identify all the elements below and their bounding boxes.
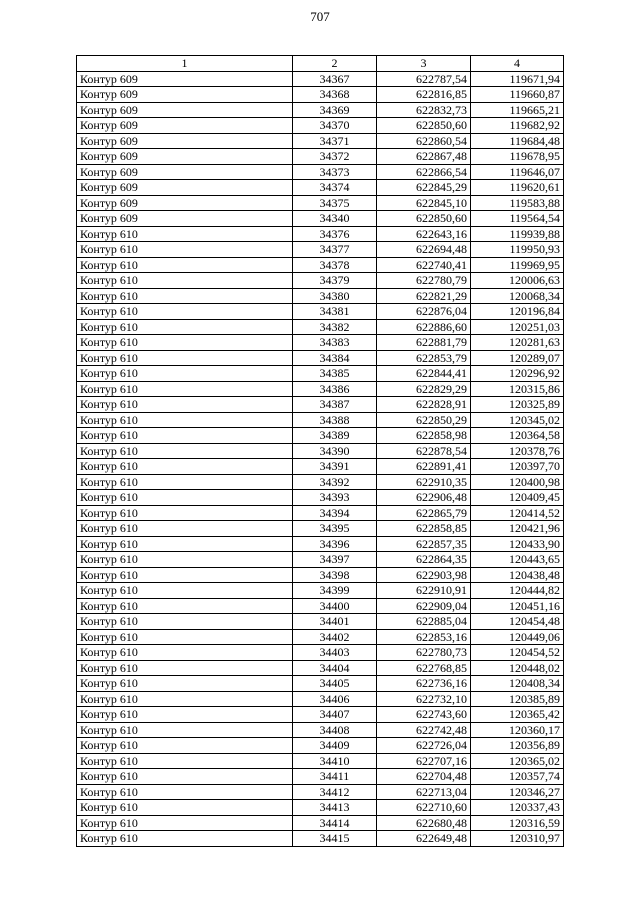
y-coordinate-cell: 119969,95 bbox=[471, 257, 564, 273]
y-coordinate-cell: 120337,43 bbox=[471, 800, 564, 816]
point-number-cell: 34402 bbox=[293, 629, 377, 645]
point-number-cell: 34370 bbox=[293, 118, 377, 134]
y-coordinate-cell: 120385,89 bbox=[471, 691, 564, 707]
y-coordinate-cell: 120449,06 bbox=[471, 629, 564, 645]
x-coordinate-cell: 622787,54 bbox=[377, 71, 471, 87]
point-number-cell: 34368 bbox=[293, 87, 377, 103]
table-row bbox=[77, 350, 564, 366]
y-coordinate-cell: 119564,54 bbox=[471, 211, 564, 227]
point-number-cell: 34382 bbox=[293, 319, 377, 335]
contour-name-cell: Контур 610 bbox=[77, 645, 293, 661]
table-row bbox=[77, 118, 564, 134]
x-coordinate-cell: 622780,73 bbox=[377, 645, 471, 661]
x-coordinate-cell: 622736,16 bbox=[377, 676, 471, 692]
y-coordinate-cell: 119939,88 bbox=[471, 226, 564, 242]
table-row bbox=[77, 552, 564, 568]
point-number-cell: 34376 bbox=[293, 226, 377, 242]
page-number: 707 bbox=[310, 9, 330, 24]
x-coordinate-cell: 622850,60 bbox=[377, 118, 471, 134]
x-coordinate-cell: 622866,54 bbox=[377, 164, 471, 180]
x-coordinate-cell: 622910,91 bbox=[377, 583, 471, 599]
y-coordinate-cell: 119684,48 bbox=[471, 133, 564, 149]
x-coordinate-cell: 622643,16 bbox=[377, 226, 471, 242]
table-row bbox=[77, 304, 564, 320]
x-coordinate-cell: 622885,04 bbox=[377, 614, 471, 630]
contour-name-cell: Контур 610 bbox=[77, 707, 293, 723]
x-coordinate-cell: 622828,91 bbox=[377, 397, 471, 413]
y-coordinate-cell: 120378,76 bbox=[471, 443, 564, 459]
table-row bbox=[77, 815, 564, 831]
table-row bbox=[77, 676, 564, 692]
x-coordinate-cell: 622710,60 bbox=[377, 800, 471, 816]
y-coordinate-cell: 120365,42 bbox=[471, 707, 564, 723]
point-number-cell: 34395 bbox=[293, 521, 377, 537]
x-coordinate-cell: 622853,79 bbox=[377, 350, 471, 366]
x-coordinate-cell: 622732,10 bbox=[377, 691, 471, 707]
y-coordinate-cell: 119671,94 bbox=[471, 71, 564, 87]
point-number-cell: 34401 bbox=[293, 614, 377, 630]
x-coordinate-cell: 622858,98 bbox=[377, 428, 471, 444]
contour-name-cell: Контур 610 bbox=[77, 691, 293, 707]
y-coordinate-cell: 120315,86 bbox=[471, 381, 564, 397]
x-coordinate-cell: 622886,60 bbox=[377, 319, 471, 335]
x-coordinate-cell: 622860,54 bbox=[377, 133, 471, 149]
point-number-cell: 34381 bbox=[293, 304, 377, 320]
y-coordinate-cell: 120408,34 bbox=[471, 676, 564, 692]
y-coordinate-cell: 120454,48 bbox=[471, 614, 564, 630]
point-number-cell: 34408 bbox=[293, 722, 377, 738]
table-row bbox=[77, 800, 564, 816]
header-col-1: 1 bbox=[77, 56, 293, 72]
x-coordinate-cell: 622832,73 bbox=[377, 102, 471, 118]
table-row bbox=[77, 257, 564, 273]
contour-name-cell: Контур 610 bbox=[77, 722, 293, 738]
table-row bbox=[77, 521, 564, 537]
contour-name-cell: Контур 610 bbox=[77, 397, 293, 413]
contour-name-cell: Контур 610 bbox=[77, 412, 293, 428]
table-row bbox=[77, 242, 564, 258]
x-coordinate-cell: 622853,16 bbox=[377, 629, 471, 645]
y-coordinate-cell: 120281,63 bbox=[471, 335, 564, 351]
contour-name-cell: Контур 610 bbox=[77, 800, 293, 816]
x-coordinate-cell: 622903,98 bbox=[377, 567, 471, 583]
table-row bbox=[77, 195, 564, 211]
y-coordinate-cell: 120365,02 bbox=[471, 753, 564, 769]
table-row bbox=[77, 133, 564, 149]
table-header-row bbox=[77, 56, 564, 72]
contour-name-cell: Контур 610 bbox=[77, 552, 293, 568]
table-row bbox=[77, 474, 564, 490]
contour-name-cell: Контур 610 bbox=[77, 242, 293, 258]
y-coordinate-cell: 120438,48 bbox=[471, 567, 564, 583]
y-coordinate-cell: 120289,07 bbox=[471, 350, 564, 366]
y-coordinate-cell: 119646,07 bbox=[471, 164, 564, 180]
y-coordinate-cell: 120409,45 bbox=[471, 490, 564, 506]
x-coordinate-cell: 622878,54 bbox=[377, 443, 471, 459]
point-number-cell: 34387 bbox=[293, 397, 377, 413]
y-coordinate-cell: 120357,74 bbox=[471, 769, 564, 785]
y-coordinate-cell: 120444,82 bbox=[471, 583, 564, 599]
table-row bbox=[77, 335, 564, 351]
y-coordinate-cell: 120356,89 bbox=[471, 738, 564, 754]
table-row bbox=[77, 505, 564, 521]
contour-name-cell: Контур 610 bbox=[77, 443, 293, 459]
table-row bbox=[77, 428, 564, 444]
contour-name-cell: Контур 610 bbox=[77, 288, 293, 304]
coordinates-table bbox=[76, 55, 564, 847]
y-coordinate-cell: 119583,88 bbox=[471, 195, 564, 211]
table-row bbox=[77, 102, 564, 118]
x-coordinate-cell: 622713,04 bbox=[377, 784, 471, 800]
table-row bbox=[77, 660, 564, 676]
contour-name-cell: Контур 609 bbox=[77, 133, 293, 149]
contour-name-cell: Контур 610 bbox=[77, 629, 293, 645]
table-row bbox=[77, 71, 564, 87]
point-number-cell: 34414 bbox=[293, 815, 377, 831]
point-number-cell: 34397 bbox=[293, 552, 377, 568]
x-coordinate-cell: 622649,48 bbox=[377, 831, 471, 847]
contour-name-cell: Контур 610 bbox=[77, 521, 293, 537]
x-coordinate-cell: 622844,41 bbox=[377, 366, 471, 382]
y-coordinate-cell: 120397,70 bbox=[471, 459, 564, 475]
contour-name-cell: Контур 610 bbox=[77, 428, 293, 444]
point-number-cell: 34372 bbox=[293, 149, 377, 165]
y-coordinate-cell: 120346,27 bbox=[471, 784, 564, 800]
point-number-cell: 34410 bbox=[293, 753, 377, 769]
y-coordinate-cell: 120454,52 bbox=[471, 645, 564, 661]
table-row bbox=[77, 164, 564, 180]
x-coordinate-cell: 622768,85 bbox=[377, 660, 471, 676]
y-coordinate-cell: 120310,97 bbox=[471, 831, 564, 847]
x-coordinate-cell: 622816,85 bbox=[377, 87, 471, 103]
table-row bbox=[77, 691, 564, 707]
contour-name-cell: Контур 609 bbox=[77, 102, 293, 118]
table-row bbox=[77, 226, 564, 242]
y-coordinate-cell: 120345,02 bbox=[471, 412, 564, 428]
point-number-cell: 34375 bbox=[293, 195, 377, 211]
point-number-cell: 34386 bbox=[293, 381, 377, 397]
y-coordinate-cell: 119950,93 bbox=[471, 242, 564, 258]
point-number-cell: 34399 bbox=[293, 583, 377, 599]
x-coordinate-cell: 622845,10 bbox=[377, 195, 471, 211]
table-row bbox=[77, 87, 564, 103]
table-row bbox=[77, 288, 564, 304]
contour-name-cell: Контур 610 bbox=[77, 660, 293, 676]
contour-name-cell: Контур 609 bbox=[77, 211, 293, 227]
x-coordinate-cell: 622704,48 bbox=[377, 769, 471, 785]
point-number-cell: 34379 bbox=[293, 273, 377, 289]
contour-name-cell: Контур 610 bbox=[77, 319, 293, 335]
header-col-2: 2 bbox=[293, 56, 377, 72]
point-number-cell: 34378 bbox=[293, 257, 377, 273]
x-coordinate-cell: 622858,85 bbox=[377, 521, 471, 537]
contour-name-cell: Контур 610 bbox=[77, 381, 293, 397]
contour-name-cell: Контур 610 bbox=[77, 583, 293, 599]
point-number-cell: 34392 bbox=[293, 474, 377, 490]
contour-name-cell: Контур 610 bbox=[77, 304, 293, 320]
point-number-cell: 34396 bbox=[293, 536, 377, 552]
table-row bbox=[77, 598, 564, 614]
point-number-cell: 34405 bbox=[293, 676, 377, 692]
contour-name-cell: Контур 610 bbox=[77, 784, 293, 800]
table-row bbox=[77, 180, 564, 196]
point-number-cell: 34374 bbox=[293, 180, 377, 196]
table-row bbox=[77, 738, 564, 754]
x-coordinate-cell: 622850,29 bbox=[377, 412, 471, 428]
table-row bbox=[77, 784, 564, 800]
y-coordinate-cell: 120251,03 bbox=[471, 319, 564, 335]
table-row bbox=[77, 629, 564, 645]
x-coordinate-cell: 622743,60 bbox=[377, 707, 471, 723]
y-coordinate-cell: 120325,89 bbox=[471, 397, 564, 413]
x-coordinate-cell: 622742,48 bbox=[377, 722, 471, 738]
point-number-cell: 34400 bbox=[293, 598, 377, 614]
y-coordinate-cell: 120421,96 bbox=[471, 521, 564, 537]
table-row bbox=[77, 459, 564, 475]
table-row bbox=[77, 583, 564, 599]
contour-name-cell: Контур 609 bbox=[77, 118, 293, 134]
contour-name-cell: Контур 610 bbox=[77, 226, 293, 242]
contour-name-cell: Контур 610 bbox=[77, 273, 293, 289]
x-coordinate-cell: 622780,79 bbox=[377, 273, 471, 289]
point-number-cell: 34369 bbox=[293, 102, 377, 118]
table-body bbox=[77, 71, 564, 846]
contour-name-cell: Контур 609 bbox=[77, 164, 293, 180]
contour-name-cell: Контур 610 bbox=[77, 490, 293, 506]
point-number-cell: 34380 bbox=[293, 288, 377, 304]
table-row bbox=[77, 831, 564, 847]
point-number-cell: 34406 bbox=[293, 691, 377, 707]
x-coordinate-cell: 622867,48 bbox=[377, 149, 471, 165]
table-row bbox=[77, 381, 564, 397]
y-coordinate-cell: 119665,21 bbox=[471, 102, 564, 118]
x-coordinate-cell: 622821,29 bbox=[377, 288, 471, 304]
contour-name-cell: Контур 610 bbox=[77, 257, 293, 273]
table-row bbox=[77, 645, 564, 661]
y-coordinate-cell: 119678,95 bbox=[471, 149, 564, 165]
x-coordinate-cell: 622909,04 bbox=[377, 598, 471, 614]
table-row bbox=[77, 614, 564, 630]
point-number-cell: 34393 bbox=[293, 490, 377, 506]
y-coordinate-cell: 120364,58 bbox=[471, 428, 564, 444]
contour-name-cell: Контур 609 bbox=[77, 180, 293, 196]
y-coordinate-cell: 120433,90 bbox=[471, 536, 564, 552]
table-row bbox=[77, 753, 564, 769]
table-row bbox=[77, 366, 564, 382]
table-row bbox=[77, 567, 564, 583]
x-coordinate-cell: 622845,29 bbox=[377, 180, 471, 196]
y-coordinate-cell: 120316,59 bbox=[471, 815, 564, 831]
contour-name-cell: Контур 610 bbox=[77, 474, 293, 490]
y-coordinate-cell: 120443,65 bbox=[471, 552, 564, 568]
y-coordinate-cell: 119620,61 bbox=[471, 180, 564, 196]
contour-name-cell: Контур 610 bbox=[77, 676, 293, 692]
y-coordinate-cell: 120360,17 bbox=[471, 722, 564, 738]
x-coordinate-cell: 622864,35 bbox=[377, 552, 471, 568]
point-number-cell: 34373 bbox=[293, 164, 377, 180]
point-number-cell: 34398 bbox=[293, 567, 377, 583]
contour-name-cell: Контур 609 bbox=[77, 71, 293, 87]
point-number-cell: 34367 bbox=[293, 71, 377, 87]
point-number-cell: 34415 bbox=[293, 831, 377, 847]
contour-name-cell: Контур 610 bbox=[77, 753, 293, 769]
x-coordinate-cell: 622881,79 bbox=[377, 335, 471, 351]
contour-name-cell: Контур 610 bbox=[77, 598, 293, 614]
table-row bbox=[77, 536, 564, 552]
contour-name-cell: Контур 610 bbox=[77, 815, 293, 831]
x-coordinate-cell: 622726,04 bbox=[377, 738, 471, 754]
table-row bbox=[77, 397, 564, 413]
y-coordinate-cell: 120414,52 bbox=[471, 505, 564, 521]
x-coordinate-cell: 622910,35 bbox=[377, 474, 471, 490]
table-row bbox=[77, 149, 564, 165]
table-row bbox=[77, 443, 564, 459]
y-coordinate-cell: 120451,16 bbox=[471, 598, 564, 614]
point-number-cell: 34394 bbox=[293, 505, 377, 521]
contour-name-cell: Контур 610 bbox=[77, 366, 293, 382]
table-row bbox=[77, 707, 564, 723]
contour-name-cell: Контур 610 bbox=[77, 536, 293, 552]
point-number-cell: 34403 bbox=[293, 645, 377, 661]
point-number-cell: 34409 bbox=[293, 738, 377, 754]
x-coordinate-cell: 622694,48 bbox=[377, 242, 471, 258]
contour-name-cell: Контур 610 bbox=[77, 335, 293, 351]
y-coordinate-cell: 120068,34 bbox=[471, 288, 564, 304]
point-number-cell: 34413 bbox=[293, 800, 377, 816]
table-row bbox=[77, 490, 564, 506]
point-number-cell: 34383 bbox=[293, 335, 377, 351]
contour-name-cell: Контур 610 bbox=[77, 831, 293, 847]
point-number-cell: 34384 bbox=[293, 350, 377, 366]
x-coordinate-cell: 622906,48 bbox=[377, 490, 471, 506]
contour-name-cell: Контур 610 bbox=[77, 769, 293, 785]
y-coordinate-cell: 120448,02 bbox=[471, 660, 564, 676]
contour-name-cell: Контур 610 bbox=[77, 614, 293, 630]
contour-name-cell: Контур 609 bbox=[77, 149, 293, 165]
point-number-cell: 34390 bbox=[293, 443, 377, 459]
header-col-3: 3 bbox=[377, 56, 471, 72]
y-coordinate-cell: 119682,92 bbox=[471, 118, 564, 134]
point-number-cell: 34377 bbox=[293, 242, 377, 258]
y-coordinate-cell: 120006,63 bbox=[471, 273, 564, 289]
contour-name-cell: Контур 609 bbox=[77, 87, 293, 103]
x-coordinate-cell: 622857,35 bbox=[377, 536, 471, 552]
x-coordinate-cell: 622850,60 bbox=[377, 211, 471, 227]
point-number-cell: 34407 bbox=[293, 707, 377, 723]
point-number-cell: 34412 bbox=[293, 784, 377, 800]
y-coordinate-cell: 120196,84 bbox=[471, 304, 564, 320]
header-col-4: 4 bbox=[471, 56, 564, 72]
x-coordinate-cell: 622707,16 bbox=[377, 753, 471, 769]
contour-name-cell: Контур 610 bbox=[77, 459, 293, 475]
point-number-cell: 34371 bbox=[293, 133, 377, 149]
contour-name-cell: Контур 610 bbox=[77, 505, 293, 521]
x-coordinate-cell: 622740,41 bbox=[377, 257, 471, 273]
x-coordinate-cell: 622829,29 bbox=[377, 381, 471, 397]
point-number-cell: 34388 bbox=[293, 412, 377, 428]
table-row bbox=[77, 273, 564, 289]
contour-name-cell: Контур 610 bbox=[77, 738, 293, 754]
table-row bbox=[77, 319, 564, 335]
point-number-cell: 34411 bbox=[293, 769, 377, 785]
table-row bbox=[77, 211, 564, 227]
point-number-cell: 34404 bbox=[293, 660, 377, 676]
x-coordinate-cell: 622876,04 bbox=[377, 304, 471, 320]
table-row bbox=[77, 769, 564, 785]
point-number-cell: 34340 bbox=[293, 211, 377, 227]
table-row bbox=[77, 412, 564, 428]
table-row bbox=[77, 722, 564, 738]
point-number-cell: 34389 bbox=[293, 428, 377, 444]
y-coordinate-cell: 120400,98 bbox=[471, 474, 564, 490]
contour-name-cell: Контур 610 bbox=[77, 567, 293, 583]
x-coordinate-cell: 622865,79 bbox=[377, 505, 471, 521]
contour-name-cell: Контур 609 bbox=[77, 195, 293, 211]
contour-name-cell: Контур 610 bbox=[77, 350, 293, 366]
point-number-cell: 34391 bbox=[293, 459, 377, 475]
y-coordinate-cell: 119660,87 bbox=[471, 87, 564, 103]
y-coordinate-cell: 120296,92 bbox=[471, 366, 564, 382]
x-coordinate-cell: 622891,41 bbox=[377, 459, 471, 475]
point-number-cell: 34385 bbox=[293, 366, 377, 382]
x-coordinate-cell: 622680,48 bbox=[377, 815, 471, 831]
